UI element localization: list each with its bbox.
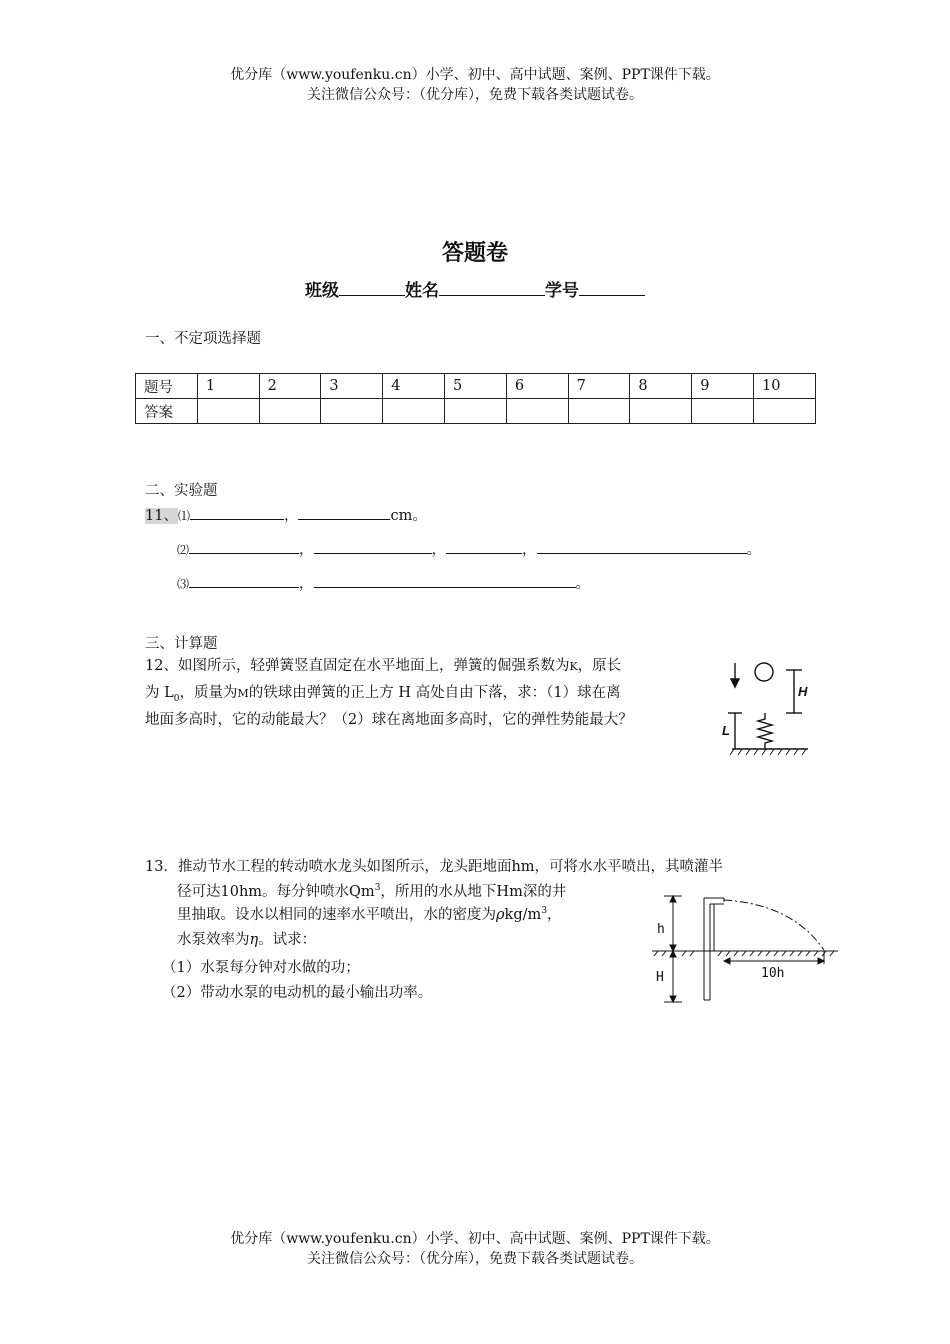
arrow-up-icon bbox=[670, 951, 676, 957]
q13-line-2-d: 深的井 bbox=[522, 884, 567, 900]
question-number: 10 bbox=[754, 374, 816, 399]
question-number: 5 bbox=[445, 374, 507, 399]
q11-p3-label: ⑶ bbox=[177, 577, 190, 591]
question-number: 7 bbox=[568, 374, 630, 399]
answer-cell[interactable] bbox=[445, 399, 507, 424]
name-blank[interactable] bbox=[439, 279, 545, 296]
spring-ball-figure bbox=[722, 655, 814, 761]
answer-cell[interactable] bbox=[568, 399, 630, 424]
table-row-numbers bbox=[136, 374, 816, 399]
sprinkler-figure bbox=[652, 888, 838, 1006]
unit-cm: cm。 bbox=[390, 508, 427, 524]
q13-sup-3: 3 bbox=[374, 883, 381, 894]
answer-cell[interactable] bbox=[259, 399, 321, 424]
q12-l: L bbox=[164, 685, 174, 701]
question-number: 9 bbox=[692, 374, 754, 399]
answer-cell[interactable] bbox=[692, 399, 754, 424]
period: 。 bbox=[746, 542, 762, 558]
q12-line-1-tail: ，原长 bbox=[577, 658, 622, 674]
q13-line-3-text: 里抽取。设水以相同的速率水平喷出，水的密度为 bbox=[177, 907, 496, 923]
question-number: 6 bbox=[506, 374, 568, 399]
answer-cell[interactable] bbox=[383, 399, 445, 424]
q11-p2-blank-c[interactable] bbox=[446, 539, 522, 554]
fig-label-l: L bbox=[722, 723, 730, 738]
question-number: 1 bbox=[197, 374, 259, 399]
q11-p3-blank-b[interactable] bbox=[314, 573, 576, 588]
period: 。 bbox=[575, 576, 591, 592]
q13-line-4-tail: 。试求： bbox=[258, 932, 317, 948]
q11-p1-label: ⑴ bbox=[177, 509, 190, 523]
ground-hatch bbox=[730, 749, 806, 755]
q11-part1 bbox=[145, 504, 427, 525]
q12-text bbox=[145, 653, 710, 733]
q12-line-1-text: 12、如图所示，轻弹簧竖直固定在水平地面上，弹簧的倔强系数为 bbox=[145, 658, 570, 674]
class-label: 班级 bbox=[305, 281, 339, 301]
q13-line-2-b: 。每分钟喷水 bbox=[262, 884, 350, 900]
q11-p3-blank-a[interactable] bbox=[189, 573, 299, 588]
q13-line-1-tail: ，可将水水平喷出，其喷灌半 bbox=[534, 859, 724, 875]
comma: ， bbox=[431, 542, 447, 558]
q13-line-3 bbox=[177, 903, 561, 924]
arrow-up-icon bbox=[670, 896, 676, 902]
q12-line-2-b: ，质量为 bbox=[179, 685, 238, 701]
q11-p2-label: ⑵ bbox=[177, 543, 190, 557]
q13-line-1-text: 13．推动节水工程的转动喷水龙头如图所示，龙头距地面 bbox=[145, 859, 512, 875]
answer-cell[interactable] bbox=[197, 399, 259, 424]
answer-cell[interactable] bbox=[630, 399, 692, 424]
q12-line-3: 地面多高时，它的动能最大？（2）球在离地面多高时，它的弹性势能最大？ bbox=[145, 712, 633, 728]
q12-line-2 bbox=[145, 680, 710, 707]
q13-line-1 bbox=[145, 855, 825, 876]
q13-hm: hm bbox=[511, 859, 535, 875]
q11-part2 bbox=[177, 538, 761, 559]
comma: ， bbox=[283, 508, 299, 524]
page-title: 答题卷 bbox=[441, 241, 508, 266]
comma: ， bbox=[546, 907, 562, 923]
q12-line-2-a: 为 bbox=[145, 685, 160, 701]
header-line-1: 优分库（www.youfenku.cn）小学、初中、高中试题、案例、PPT课件下载。 bbox=[230, 67, 720, 83]
arrow-down-icon bbox=[731, 679, 739, 687]
answer-cell[interactable] bbox=[754, 399, 816, 424]
q13-line-2-c: ，所用的水从地下 bbox=[380, 884, 497, 900]
comma: ， bbox=[299, 576, 314, 592]
arrow-down-icon bbox=[670, 996, 676, 1002]
footer-line-1: 优分库（www.youfenku.cn）小学、初中、高中试题、案例、PPT课件下载。 bbox=[230, 1231, 720, 1247]
q13-sub-1: （1）水泵每分钟对水做的功； bbox=[162, 960, 360, 976]
answer-table bbox=[135, 373, 816, 424]
q11-p1-blank-a[interactable] bbox=[190, 505, 284, 520]
arrow-left-icon bbox=[724, 958, 730, 964]
q11-part3 bbox=[177, 572, 590, 593]
q13-line-2-text: 径可达 bbox=[177, 884, 221, 900]
q13-sub-2: （2）带动水泵的电动机的最小输出功率。 bbox=[162, 985, 433, 1001]
q12-k: K bbox=[569, 660, 578, 673]
fig-label-h: H bbox=[798, 684, 808, 699]
q12-l-sub: 0 bbox=[173, 693, 180, 704]
footer-line-2: 关注微信公众号：（优分库），免费下载各类试题试卷。 bbox=[307, 1251, 643, 1267]
question-number: 3 bbox=[321, 374, 383, 399]
q11-p2-blank-a[interactable] bbox=[189, 539, 299, 554]
comma: ， bbox=[299, 542, 314, 558]
q11-p2-blank-b[interactable] bbox=[314, 539, 432, 554]
id-label: 学号 bbox=[545, 281, 579, 301]
fig-label-10h: 10h bbox=[761, 966, 785, 981]
answer-cell[interactable] bbox=[506, 399, 568, 424]
q11-p1-blank-b[interactable] bbox=[298, 505, 390, 520]
q12-line-1 bbox=[145, 653, 710, 680]
water-trajectory bbox=[724, 900, 824, 950]
question-number: 8 bbox=[630, 374, 692, 399]
arrow-right-icon bbox=[818, 958, 824, 964]
q12-line-2-e: 高处自由下落，求：（1）球在离 bbox=[415, 685, 621, 701]
class-blank[interactable] bbox=[339, 279, 405, 296]
spring-icon bbox=[758, 713, 772, 749]
q13-line-4 bbox=[177, 928, 316, 949]
table-row-answers bbox=[136, 399, 816, 424]
section1-heading: 一、不定项选择题 bbox=[145, 331, 261, 347]
q13-line-4-text: 水泵效率为 bbox=[177, 932, 250, 948]
id-blank[interactable] bbox=[579, 279, 645, 296]
q13-kg: kg/m bbox=[504, 907, 542, 923]
section3-heading: 三、计算题 bbox=[145, 636, 218, 652]
question-number: 2 bbox=[259, 374, 321, 399]
q13-sup-3b: 3 bbox=[541, 906, 547, 917]
q12-h: H bbox=[398, 685, 412, 701]
q13-line-2 bbox=[177, 880, 566, 901]
fig-label-h-large: H bbox=[656, 970, 664, 985]
q12-m: M bbox=[237, 687, 249, 700]
q13-q: Qm bbox=[349, 884, 375, 900]
q13-10hm: 10hm bbox=[220, 884, 263, 900]
q13-eta: η bbox=[249, 932, 259, 948]
ball-icon bbox=[755, 663, 773, 681]
question-number: 4 bbox=[383, 374, 445, 399]
q11-p2-blank-d[interactable] bbox=[537, 539, 747, 554]
fig-label-h-small: h bbox=[657, 922, 665, 937]
q13-rho: ρ bbox=[496, 907, 505, 923]
q12-line-2-c: 的铁球由弹簧的正上方 bbox=[248, 685, 394, 701]
comma: ， bbox=[522, 542, 537, 558]
answer-cell[interactable] bbox=[321, 399, 383, 424]
q11-number: 11、 bbox=[145, 508, 178, 524]
section2-heading: 二、实验题 bbox=[145, 483, 218, 499]
header-line-2: 关注微信公众号：（优分库），免费下载各类试题试卷。 bbox=[307, 87, 643, 103]
ground-hatch bbox=[654, 951, 834, 956]
row-label-number: 题号 bbox=[136, 374, 198, 399]
student-info-line bbox=[0, 276, 950, 301]
name-label: 姓名 bbox=[405, 281, 439, 301]
q13-hm-depth: Hm bbox=[496, 884, 523, 900]
row-label-answer: 答案 bbox=[136, 399, 198, 424]
